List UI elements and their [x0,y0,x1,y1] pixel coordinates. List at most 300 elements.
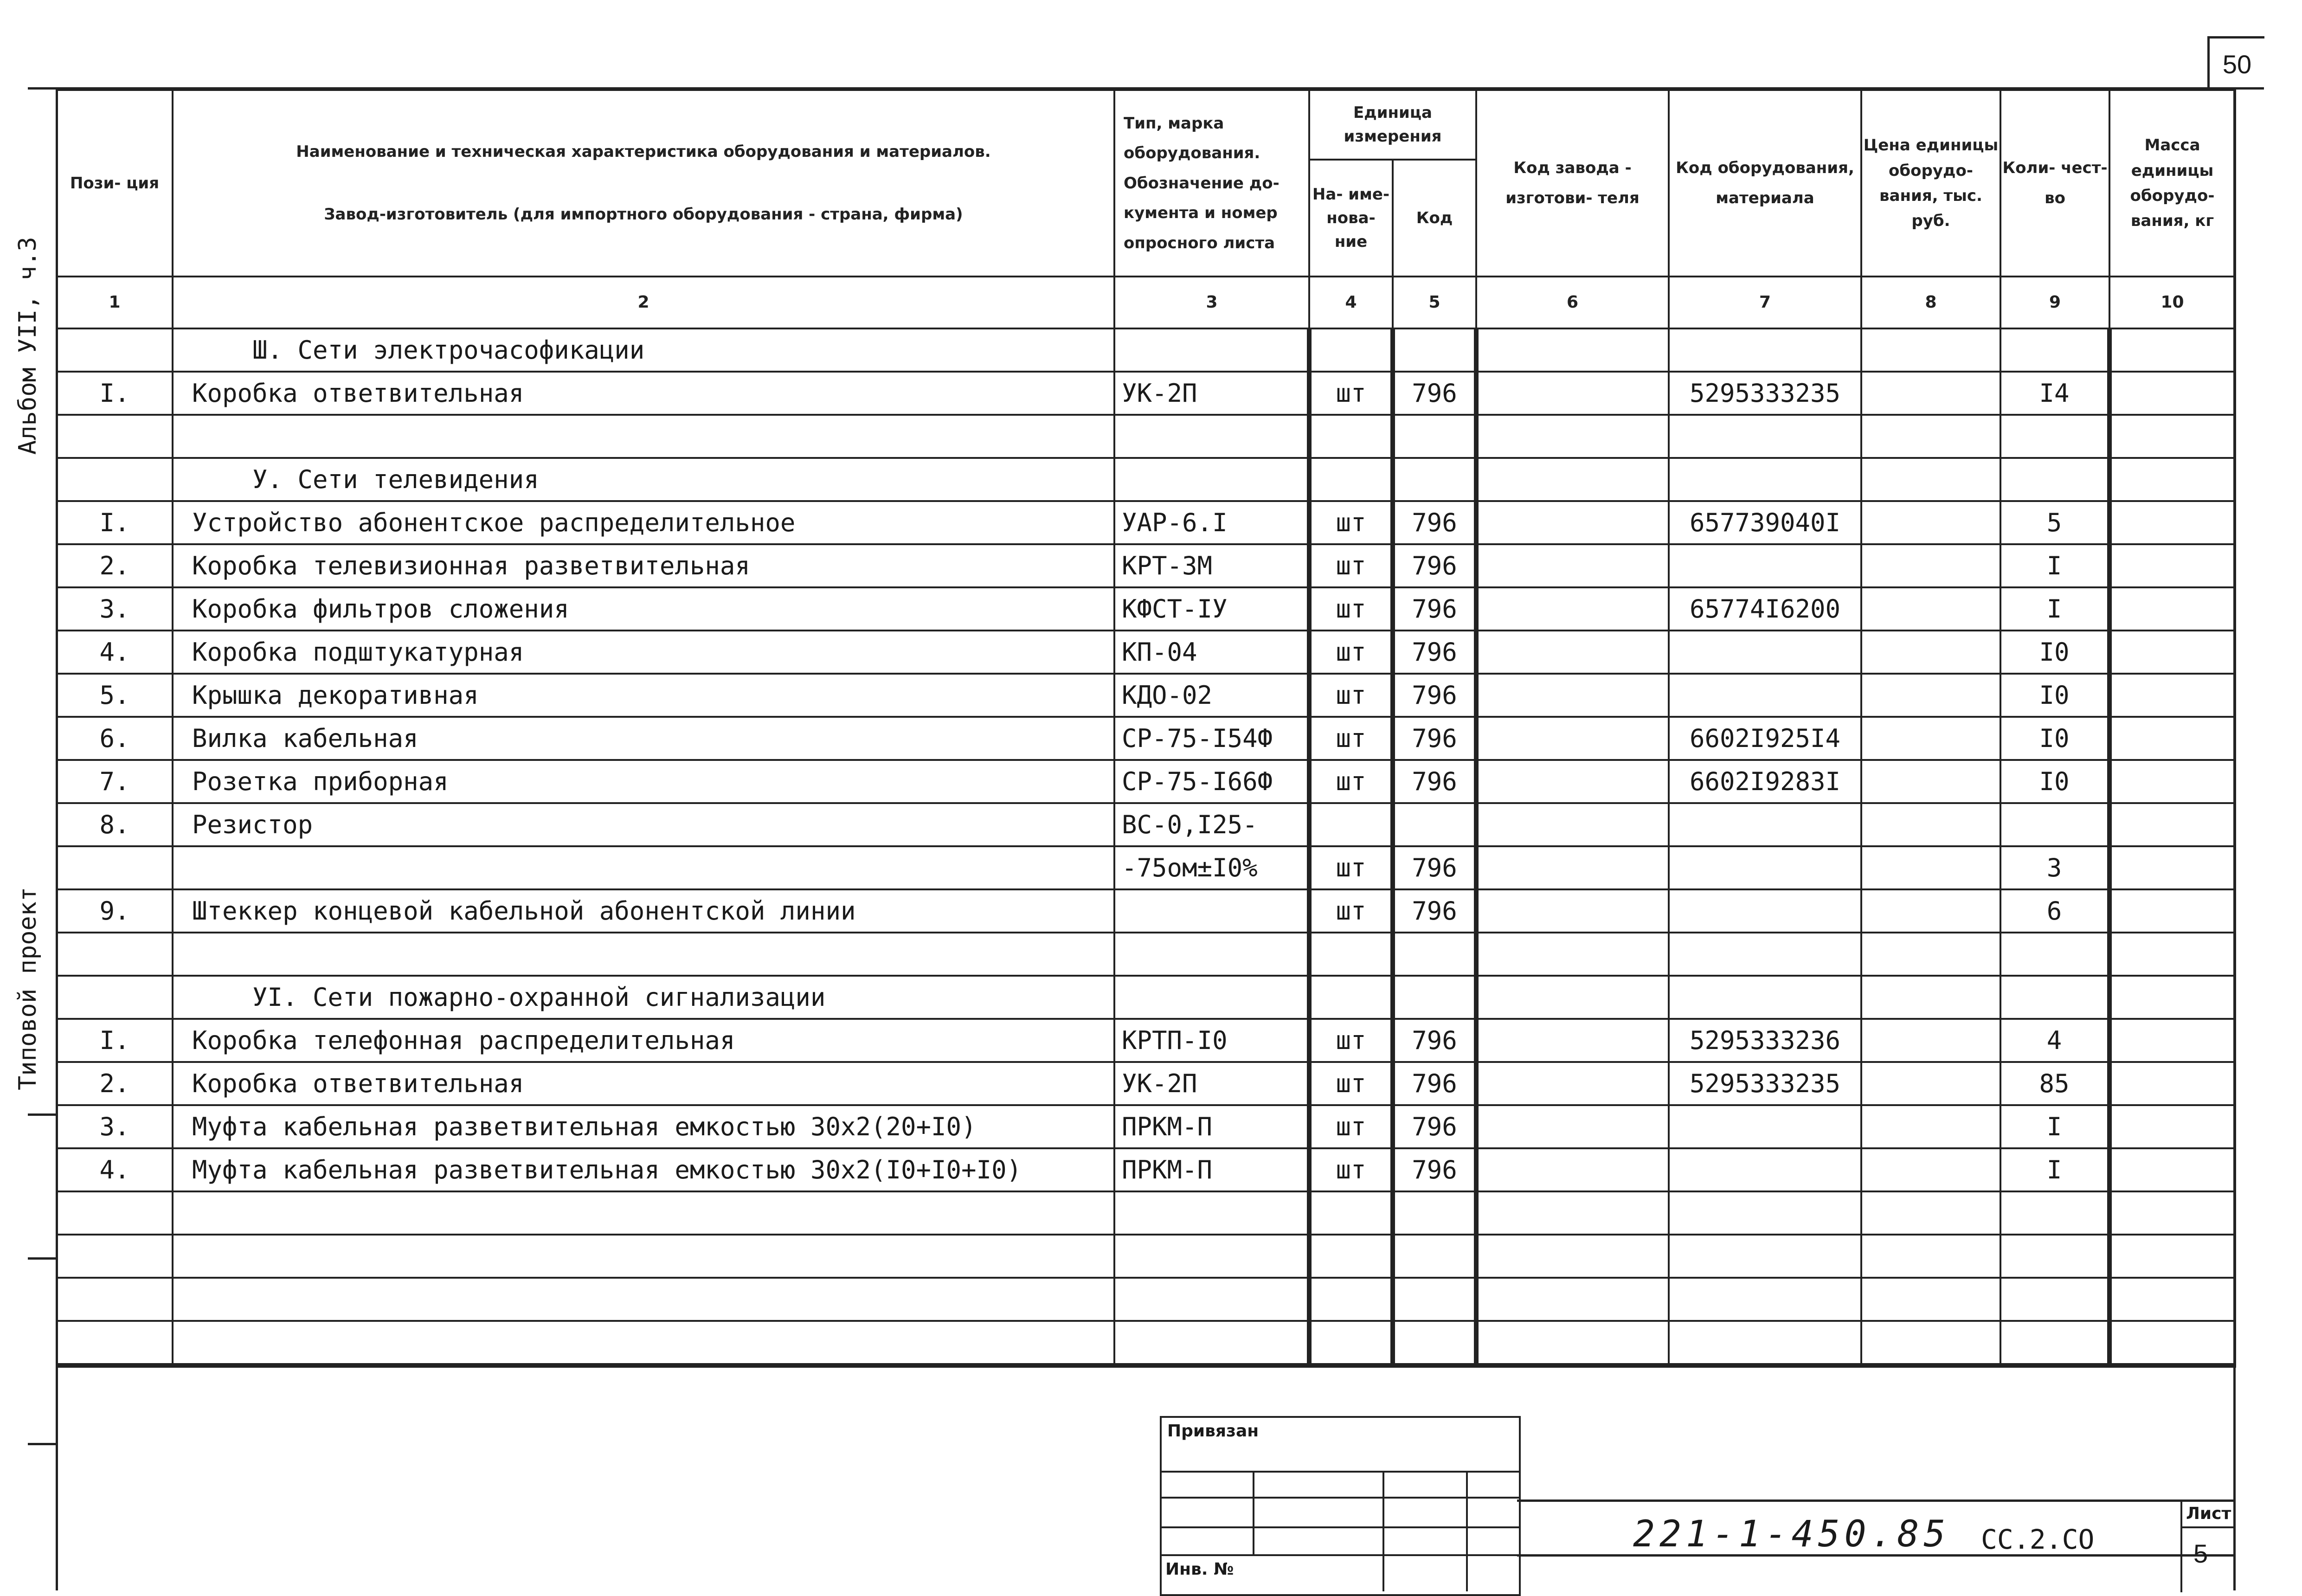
doc-code: 221-1-450.85 [1633,1513,1950,1555]
empty-cell [1309,1235,1393,1278]
position-cell: 2. [57,1062,173,1105]
plant-code-cell [1476,544,1669,587]
price-cell [1861,631,2000,674]
empty-cell [1669,933,1861,976]
plant-code-cell [1476,1105,1669,1148]
empty-cell [1861,328,2000,372]
qty-cell: 6 [2000,889,2109,933]
equip-code-cell: 5295333235 [1669,372,1861,415]
mass-cell [2109,544,2235,587]
plant-code-cell [1476,1019,1669,1062]
type-cell: КРТ-3М [1114,544,1309,587]
plant-code-cell [1476,372,1669,415]
blank-row [57,1191,2235,1235]
unit-code-cell: 796 [1393,587,1476,631]
mass-cell [2109,501,2235,544]
plant-code-cell [1476,587,1669,631]
tb-line [1466,1471,1468,1591]
position-cell: 4. [57,631,173,674]
unit-cell: шт [1309,501,1393,544]
name-cell: Устройство абонентское распределительное [173,501,1114,544]
table-row [57,846,2235,889]
equip-code-cell [1669,674,1861,717]
qty-cell: 85 [2000,1062,2109,1105]
qty-cell: I0 [2000,631,2109,674]
empty-cell [57,1235,173,1278]
empty-cell [1114,1191,1309,1235]
type-cell: СР-75-I54Ф [1114,717,1309,760]
specification-table [56,89,2236,1368]
mass-cell [2109,846,2235,889]
section-title: УI. Сети пожарно-охранной сигнализации [173,976,1114,1019]
empty-cell [1393,1321,1476,1365]
unit-cell: шт [1309,1019,1393,1062]
col-unit-header: Единица измерения [1309,90,1476,160]
unit-cell: шт [1309,717,1393,760]
empty-cell [2109,976,2235,1019]
empty-cell [1861,458,2000,501]
table-row [57,717,2235,760]
empty-cell [173,1321,1114,1365]
empty-cell [2000,1191,2109,1235]
type-cell: КРТП-I0 [1114,1019,1309,1062]
price-cell [1861,1062,2000,1105]
unit-cell: шт [1309,372,1393,415]
tb-sheet-line [2180,1499,2182,1592]
col-type-header: Тип, марка оборудования. Обозначение до- кумента и номер опросного листа [1114,90,1309,277]
col-number: 6 [1476,277,1669,328]
col-unit-code-header: Код [1393,160,1476,277]
equip-code-cell [1669,544,1861,587]
equip-code-cell [1669,803,1861,846]
mass-cell [2109,760,2235,803]
blank-row [57,1235,2235,1278]
empty-cell [2000,933,2109,976]
table-row [57,760,2235,803]
sheet-number-top: 50 [2207,36,2264,90]
blank-row [57,415,2235,458]
empty-cell [2109,933,2235,976]
qty-cell: 3 [2000,846,2109,889]
blank-row [57,1321,2235,1365]
position-cell: 4. [57,1148,173,1191]
price-cell [1861,1148,2000,1191]
col-unit-name-header: На- име- нова- ние [1309,160,1393,277]
unit-code-cell: 796 [1393,1148,1476,1191]
section-row [57,976,2235,1019]
blank-row [57,1278,2235,1321]
empty-cell [1861,1235,2000,1278]
empty-cell [1669,976,1861,1019]
plant-code-cell [1476,803,1669,846]
margin-tick [28,1113,56,1116]
price-cell [1861,1019,2000,1062]
empty-cell [1393,1235,1476,1278]
unit-cell: шт [1309,1105,1393,1148]
empty-cell [2000,976,2109,1019]
empty-cell [1393,458,1476,501]
type-cell [1114,889,1309,933]
qty-cell: I0 [2000,760,2109,803]
empty-cell [1393,1278,1476,1321]
empty-cell [1476,976,1669,1019]
blank-row [57,933,2235,976]
margin-tick [28,1257,56,1260]
plant-code-cell [1476,889,1669,933]
name-cell: Розетка приборная [173,760,1114,803]
unit-cell: шт [1309,889,1393,933]
table-row [57,501,2235,544]
sheet-label: Лист [2186,1504,2231,1523]
qty-cell: I [2000,587,2109,631]
mass-cell [2109,1105,2235,1148]
empty-cell [1114,933,1309,976]
empty-cell [1114,1278,1309,1321]
plant-code-cell [1476,501,1669,544]
empty-cell [1669,458,1861,501]
empty-cell [1861,1321,2000,1365]
col-number: 5 [1393,277,1476,328]
name-cell: Штеккер концевой кабельной абонентской линии [173,889,1114,933]
unit-cell [1309,803,1393,846]
empty-cell [2000,328,2109,372]
margin-tick [28,1443,56,1445]
empty-cell [2109,1235,2235,1278]
col-name-header-line1: Наименование и техническая характеристика оборудования и материалов. [296,142,991,161]
mass-cell [2109,587,2235,631]
plant-code-cell [1476,717,1669,760]
table-row [57,889,2235,933]
table-row [57,674,2235,717]
mass-cell [2109,717,2235,760]
mass-cell [2109,803,2235,846]
empty-cell [1476,933,1669,976]
empty-cell [173,933,1114,976]
empty-cell [1861,976,2000,1019]
section-row [57,328,2235,372]
name-cell: Резистор [173,803,1114,846]
empty-cell [1861,933,2000,976]
position-cell: 5. [57,674,173,717]
empty-cell [173,415,1114,458]
section-title: У. Сети телевидения [173,458,1114,501]
qty-cell: 5 [2000,501,2109,544]
empty-cell [1309,328,1393,372]
empty-cell [57,1278,173,1321]
unit-cell: шт [1309,1148,1393,1191]
mass-cell [2109,372,2235,415]
empty-cell [1476,458,1669,501]
unit-code-cell: 796 [1393,1105,1476,1148]
mass-cell [2109,674,2235,717]
empty-cell [2000,1235,2109,1278]
mass-cell [2109,889,2235,933]
col-number: 7 [1669,277,1861,328]
unit-cell: шт [1309,760,1393,803]
unit-code-cell [1393,803,1476,846]
unit-code-cell: 796 [1393,501,1476,544]
empty-cell [1861,1191,2000,1235]
tb-line [1253,1471,1254,1556]
empty-cell [2109,328,2235,372]
equip-code-cell [1669,1105,1861,1148]
empty-cell [1476,415,1669,458]
qty-cell: I [2000,1105,2109,1148]
table-row [57,587,2235,631]
empty-cell [173,1278,1114,1321]
empty-cell [1309,933,1393,976]
table-row [57,1019,2235,1062]
mass-cell [2109,1062,2235,1105]
type-cell: КФСТ-IУ [1114,587,1309,631]
empty-cell [173,1191,1114,1235]
unit-code-cell: 796 [1393,1019,1476,1062]
equip-code-cell: 6602I9283I [1669,760,1861,803]
type-cell: ВС-0,I25- [1114,803,1309,846]
price-cell [1861,717,2000,760]
price-cell [1861,1105,2000,1148]
empty-cell [1476,1278,1669,1321]
position-cell: 3. [57,587,173,631]
type-cell: -75ом±I0% [1114,846,1309,889]
price-cell [1861,544,2000,587]
empty-cell [1669,1191,1861,1235]
empty-cell [1861,1278,2000,1321]
empty-cell [2000,1321,2109,1365]
section-title: Ш. Сети электрочасофикации [173,328,1114,372]
position-cell: 8. [57,803,173,846]
unit-cell: шт [1309,587,1393,631]
price-cell [1861,372,2000,415]
col-mass-header: Масса единицы оборудо- вания, кг [2109,90,2235,277]
empty-cell [1393,976,1476,1019]
plant-code-cell [1476,674,1669,717]
empty-cell [2109,1321,2235,1365]
equip-code-cell: 65774I6200 [1669,587,1861,631]
empty-cell [57,976,173,1019]
plant-code-cell [1476,631,1669,674]
empty-cell [1669,1235,1861,1278]
inv-no-label: Инв. № [1165,1560,1234,1579]
price-cell [1861,803,2000,846]
equip-code-cell: 5295333236 [1669,1019,1861,1062]
plant-code-cell [1476,760,1669,803]
position-cell: 3. [57,1105,173,1148]
empty-cell [1861,415,2000,458]
col-equip-code-header: Код оборудования, материала [1669,90,1861,277]
empty-cell [1309,1278,1393,1321]
name-cell: Муфта кабельная разветвительная емкостью 30х2(I0+I0+I0) [173,1148,1114,1191]
plant-code-cell [1476,1062,1669,1105]
position-cell: I. [57,1019,173,1062]
col-position-header: Пози- ция [57,90,173,277]
position-cell: 7. [57,760,173,803]
equip-code-cell [1669,846,1861,889]
table-row [57,544,2235,587]
empty-cell [1476,1235,1669,1278]
equip-code-cell: 657739040I [1669,501,1861,544]
price-cell [1861,889,2000,933]
unit-code-cell: 796 [1393,674,1476,717]
equip-code-cell [1669,889,1861,933]
empty-cell [1114,458,1309,501]
price-cell [1861,846,2000,889]
empty-cell [1114,415,1309,458]
price-cell [1861,674,2000,717]
table-row [57,631,2235,674]
empty-cell [1669,1321,1861,1365]
position-cell: 2. [57,544,173,587]
col-name-header-line2: Завод-изготовитель (для импортного оборудования - страна, фирма) [324,205,963,224]
unit-code-cell: 796 [1393,846,1476,889]
name-cell: Муфта кабельная разветвительная емкостью 30х2(20+I0) [173,1105,1114,1148]
empty-cell [173,1235,1114,1278]
price-cell [1861,501,2000,544]
empty-cell [1114,976,1309,1019]
col-number: 8 [1861,277,2000,328]
position-cell: I. [57,501,173,544]
empty-cell [1309,1321,1393,1365]
name-cell: Коробка ответвительная [173,1062,1114,1105]
position-cell: I. [57,372,173,415]
equip-code-cell: 5295333235 [1669,1062,1861,1105]
tb-line [1160,1497,1519,1499]
qty-cell: I [2000,544,2109,587]
type-cell: СР-75-I66Ф [1114,760,1309,803]
tb-main-line [1517,1499,2234,1502]
specification-body [57,328,2235,1365]
table-row [57,1062,2235,1105]
col-number: 2 [173,277,1114,328]
tb-line [1160,1554,1519,1556]
unit-cell: шт [1309,674,1393,717]
name-cell: Коробка фильтров сложения [173,587,1114,631]
empty-cell [2000,1278,2109,1321]
tb-sheet-line [2180,1526,2234,1528]
qty-cell: I0 [2000,717,2109,760]
col-number: 3 [1114,277,1309,328]
empty-cell [2109,458,2235,501]
col-number: 9 [2000,277,2109,328]
empty-cell [1114,1321,1309,1365]
qty-cell: I4 [2000,372,2109,415]
empty-cell [2109,1278,2235,1321]
empty-cell [2109,415,2235,458]
empty-cell [1669,1278,1861,1321]
table-row [57,1148,2235,1191]
col-plant-code-header: Код завода - изготови- теля [1476,90,1669,277]
name-cell: Крышка декоративная [173,674,1114,717]
empty-cell [1114,1235,1309,1278]
table-row [57,803,2235,846]
empty-cell [57,415,173,458]
price-cell [1861,587,2000,631]
col-price-header: Цена единицы оборудо- вания, тыс. руб. [1861,90,2000,277]
position-cell [57,846,173,889]
side-label-project: Типовой проект [14,887,42,1090]
equip-code-cell: 6602I925I4 [1669,717,1861,760]
name-cell: Коробка ответвительная [173,372,1114,415]
unit-cell: шт [1309,846,1393,889]
type-cell: УК-2П [1114,1062,1309,1105]
position-cell: 9. [57,889,173,933]
unit-code-cell: 796 [1393,631,1476,674]
type-cell: УАР-6.I [1114,501,1309,544]
column-number-row [57,277,2235,328]
name-cell: Вилка кабельная [173,717,1114,760]
empty-cell [1309,458,1393,501]
empty-cell [1309,976,1393,1019]
table-row [57,372,2235,415]
position-cell: 6. [57,717,173,760]
empty-cell [1393,933,1476,976]
unit-code-cell: 796 [1393,544,1476,587]
type-cell: КП-04 [1114,631,1309,674]
unit-cell: шт [1309,631,1393,674]
unit-code-cell: 796 [1393,760,1476,803]
empty-cell [1669,415,1861,458]
type-cell: ПРКМ-П [1114,1105,1309,1148]
qty-cell: 4 [2000,1019,2109,1062]
empty-cell [2000,458,2109,501]
qty-cell [2000,803,2109,846]
unit-cell: шт [1309,1062,1393,1105]
plant-code-cell [1476,846,1669,889]
empty-cell [57,328,173,372]
empty-cell [1393,328,1476,372]
mass-cell [2109,1148,2235,1191]
col-name-header [173,90,1114,277]
empty-cell [1393,415,1476,458]
col-qty-header: Коли- чест- во [2000,90,2109,277]
equip-code-cell [1669,1148,1861,1191]
qty-cell: I0 [2000,674,2109,717]
mass-cell [2109,631,2235,674]
name-cell [173,846,1114,889]
name-cell: Коробка телевизионная разветвительная [173,544,1114,587]
empty-cell [1476,1321,1669,1365]
unit-code-cell: 796 [1393,889,1476,933]
empty-cell [57,1321,173,1365]
name-cell: Коробка телефонная распределительная [173,1019,1114,1062]
col-number: 10 [2109,277,2235,328]
section-row [57,458,2235,501]
empty-cell [1393,1191,1476,1235]
name-cell: Коробка подштукатурная [173,631,1114,674]
tb-line [1382,1471,1384,1591]
empty-cell [2109,1191,2235,1235]
tb-line [1160,1471,1519,1473]
unit-code-cell: 796 [1393,372,1476,415]
empty-cell [57,1191,173,1235]
empty-cell [1669,328,1861,372]
unit-code-cell: 796 [1393,1062,1476,1105]
privyazan-label: Привязан [1167,1422,1259,1441]
side-label-album: Альбом УII, ч.3 [14,237,42,455]
empty-cell [1476,328,1669,372]
col-number: 4 [1309,277,1393,328]
empty-cell [57,458,173,501]
unit-cell: шт [1309,544,1393,587]
empty-cell [2000,415,2109,458]
empty-cell [57,933,173,976]
table-row [57,1105,2235,1148]
unit-code-cell: 796 [1393,717,1476,760]
header-row [57,90,2235,160]
doc-mark: СС.2.СО [1981,1524,2095,1555]
empty-cell [1309,415,1393,458]
mass-cell [2109,1019,2235,1062]
